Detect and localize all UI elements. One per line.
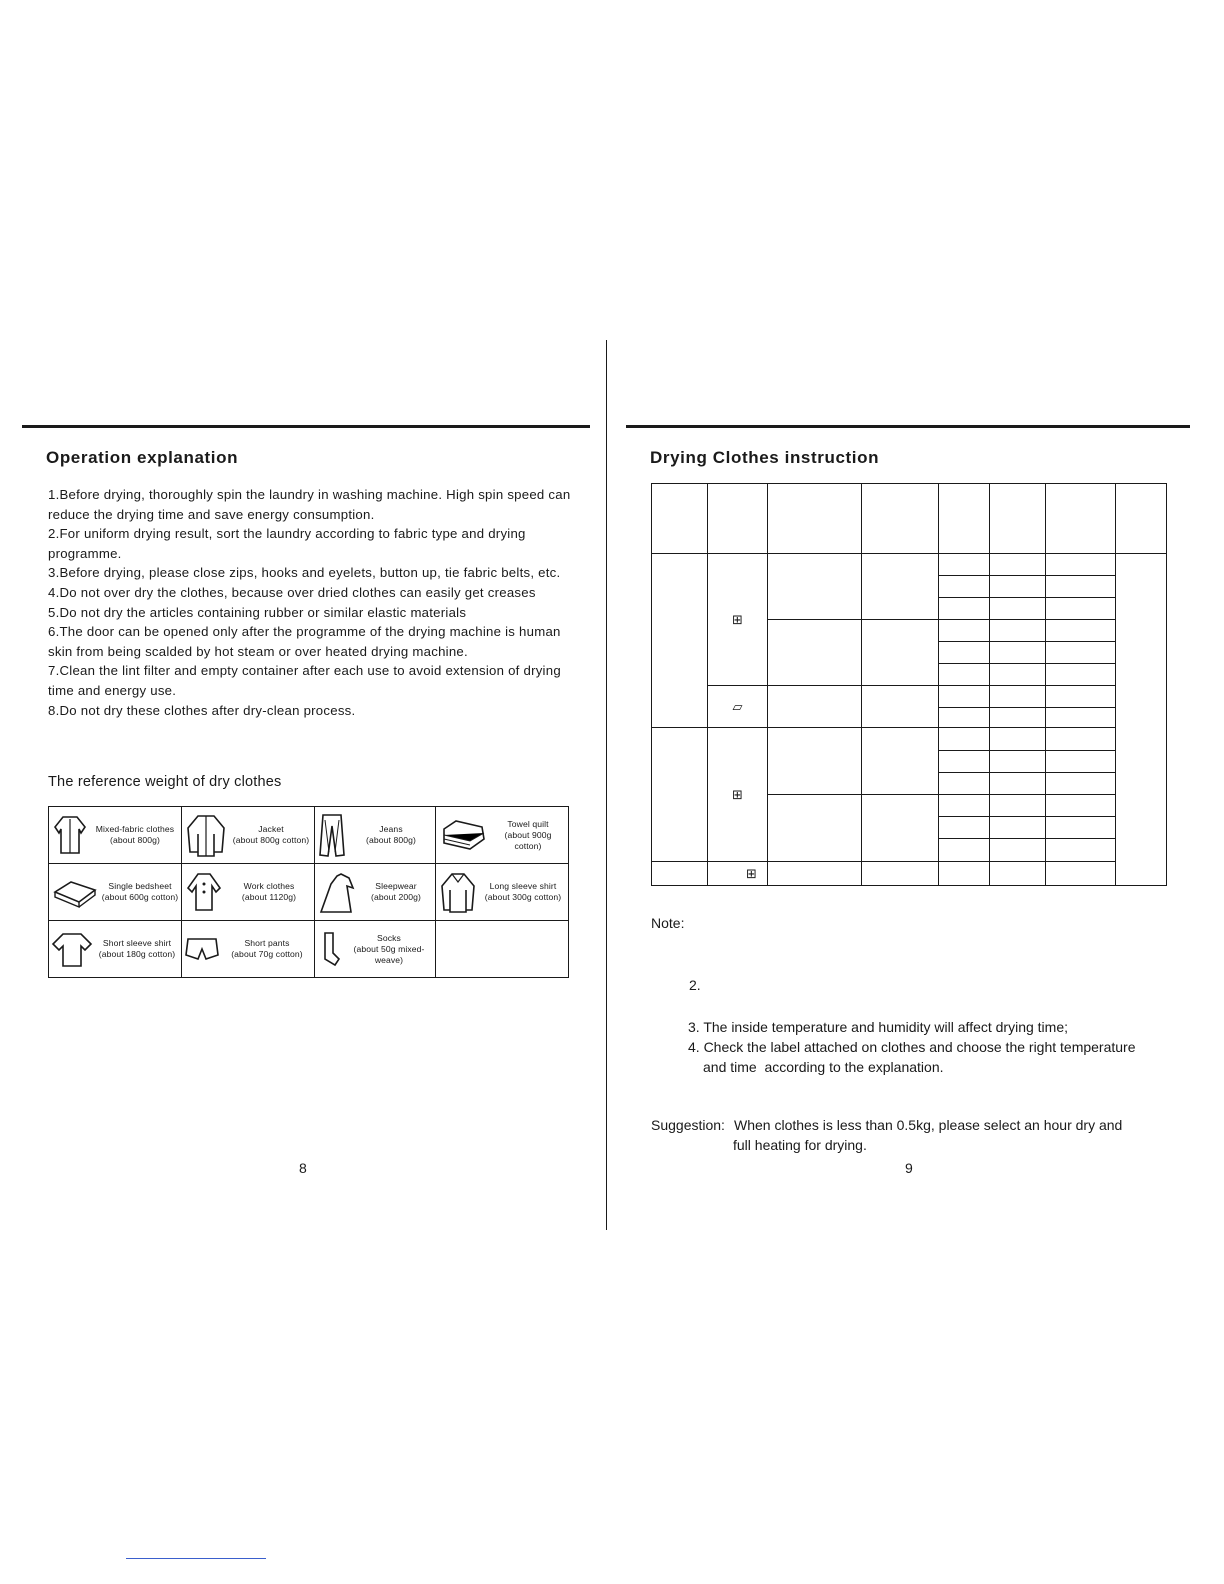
item-label: Jeans — [379, 824, 403, 834]
table-cell — [990, 664, 1046, 686]
header-cell — [862, 484, 939, 554]
table-cell — [1046, 554, 1116, 576]
item-weight: (about 800g cotton) — [232, 835, 310, 845]
table-cell — [862, 795, 939, 862]
table-cell — [768, 686, 862, 728]
table-cell — [652, 862, 708, 886]
item-weight: (about 900g cotton) — [504, 829, 552, 851]
towel-quilt-icon — [438, 815, 488, 855]
table-cell — [1046, 708, 1116, 728]
item-weight: (about 800g) — [110, 835, 160, 845]
ref-cell — [436, 807, 569, 864]
suggestion-text-cont: full heating for drying. — [733, 1137, 867, 1153]
drying-instruction-table — [651, 483, 1167, 886]
item-weight: (about 300g cotton) — [484, 892, 562, 902]
right-header-rule — [626, 425, 1190, 428]
table-cell — [939, 751, 990, 773]
table-cell — [990, 642, 1046, 664]
item-weight: (about 600g cotton) — [101, 892, 179, 902]
table-cell — [990, 862, 1046, 886]
item-weight: (about 800g) — [366, 835, 416, 845]
table-cell — [939, 642, 990, 664]
table-cell — [768, 620, 862, 686]
suggestion-text: When clothes is less than 0.5kg, please select an hour dry and — [734, 1117, 1123, 1133]
header-cell — [708, 484, 768, 554]
table-row — [49, 807, 569, 864]
table-cell — [939, 817, 990, 839]
short-pants-icon — [184, 933, 220, 965]
table-cell — [1046, 773, 1116, 795]
note-item-4: 4. Check the label attached on clothes and choose the right temperature — [688, 1039, 1136, 1055]
item-weight: (about 50g mixed-weave) — [353, 943, 425, 965]
table-cell — [990, 554, 1046, 576]
tumble-dry-symbol-cell — [708, 554, 768, 686]
instruction-1: 1.Before drying, thoroughly spin the laundry in washing machine. High spin speed can reduce the drying time and save energy consumption. — [48, 487, 571, 522]
table-cell — [939, 664, 990, 686]
table-cell — [939, 839, 990, 862]
table-cell — [990, 817, 1046, 839]
work-clothes-icon — [184, 870, 224, 914]
table-cell — [990, 620, 1046, 642]
page-divider — [606, 340, 607, 1230]
item-label: Long sleeve shirt — [489, 881, 557, 891]
item-label: Socks — [377, 932, 401, 943]
instruction-2: 2.For uniform drying result, sort the laundry according to fabric type and drying programme. — [48, 526, 526, 561]
item-weight: (about 200g) — [371, 892, 421, 902]
reference-weight-title: The reference weight of dry clothes — [48, 774, 282, 790]
table-cell — [1046, 576, 1116, 598]
ref-cell — [49, 864, 182, 921]
table-cell — [939, 708, 990, 728]
instruction-8: 8.Do not dry these clothes after dry-clean process. — [48, 702, 356, 718]
ref-cell-empty — [436, 921, 569, 978]
page-number-left: 8 — [299, 1160, 307, 1176]
ref-cell — [315, 807, 436, 864]
table-cell — [1046, 795, 1116, 817]
table-cell — [862, 554, 939, 620]
item-label: Sleepwear — [375, 881, 417, 891]
ref-cell — [182, 921, 315, 978]
table-cell — [768, 795, 862, 862]
reference-weight-table — [48, 806, 569, 978]
header-cell — [990, 484, 1046, 554]
table-cell — [1046, 862, 1116, 886]
table-cell — [939, 576, 990, 598]
jacket-icon — [184, 812, 228, 858]
table-cell — [939, 598, 990, 620]
table-cell — [939, 686, 990, 708]
mixed-fabric-icon — [51, 813, 89, 857]
item-label: Short pants — [244, 938, 290, 948]
table-row — [652, 862, 1167, 886]
ref-cell — [315, 864, 436, 921]
table-cell — [990, 686, 1046, 708]
header-cell — [652, 484, 708, 554]
header-cell — [768, 484, 862, 554]
table-cell — [990, 839, 1046, 862]
item-weight: (about 180g cotton) — [98, 949, 176, 959]
table-cell — [652, 554, 708, 728]
note-item-2: 2. — [689, 977, 701, 993]
instruction-5: 5.Do not dry the articles containing rubber or similar elastic materials — [48, 604, 467, 620]
table-cell — [1046, 598, 1116, 620]
table-cell — [1116, 554, 1167, 886]
table-cell — [1046, 817, 1116, 839]
page-number-right: 9 — [905, 1160, 913, 1176]
tumble-dry-symbol-cell — [708, 728, 768, 862]
tumble-dry-icon: ⊞ — [732, 786, 743, 802]
table-cell — [990, 728, 1046, 751]
table-cell — [990, 751, 1046, 773]
table-cell — [1046, 728, 1116, 751]
note-label: Note: — [651, 915, 685, 931]
table-cell — [1046, 686, 1116, 708]
instruction-4: 4.Do not over dry the clothes, because over dried clothes can easily get creases — [48, 584, 536, 600]
table-cell — [652, 728, 708, 862]
table-row — [652, 484, 1167, 554]
table-cell — [862, 862, 939, 886]
note-item-3: 3. The inside temperature and humidity will affect drying time; — [688, 1019, 1069, 1035]
table-cell — [990, 795, 1046, 817]
table-cell — [1046, 642, 1116, 664]
tumble-dry-icon: ⊞ — [746, 865, 757, 881]
table-cell — [1046, 839, 1116, 862]
table-cell — [939, 773, 990, 795]
header-cell — [939, 484, 990, 554]
iron-icon: ⏥ — [732, 698, 743, 714]
table-row — [49, 921, 569, 978]
table-cell — [1046, 751, 1116, 773]
instruction-6: 6.The door can be opened only after the programme of the drying machine is human skin from being scalded by hot steam or over heated drying machine. — [48, 624, 561, 659]
ref-cell — [49, 807, 182, 864]
table-cell — [939, 728, 990, 751]
iron-symbol-cell — [708, 686, 768, 728]
item-weight: (about 70g cotton) — [231, 949, 303, 959]
long-sleeve-shirt-icon — [438, 870, 478, 914]
item-label: Jacket — [258, 824, 284, 834]
table-row — [652, 728, 1167, 751]
table-cell — [862, 728, 939, 795]
table-cell — [939, 554, 990, 576]
left-header-rule — [22, 425, 590, 428]
decorative-underline — [126, 1558, 266, 1559]
table-row — [652, 686, 1167, 708]
table-row — [652, 554, 1167, 576]
note-item-4-cont: and time according to the explanation. — [703, 1059, 944, 1075]
operation-instructions — [48, 485, 588, 720]
table-cell — [939, 795, 990, 817]
suggestion-label: Suggestion: — [651, 1117, 725, 1133]
item-label: Work clothes — [243, 881, 295, 891]
header-cell — [1046, 484, 1116, 554]
table-cell — [990, 576, 1046, 598]
item-label: Mixed-fabric clothes — [95, 824, 175, 834]
instruction-3: 3.Before drying, please close zips, hooks and eyelets, button up, tie fabric belts, etc. — [48, 565, 561, 581]
ref-cell — [182, 864, 315, 921]
table-cell — [1046, 664, 1116, 686]
item-weight: (about 1120g) — [241, 892, 297, 902]
ref-cell — [182, 807, 315, 864]
item-label: Towel quilt — [507, 818, 549, 829]
ref-cell — [49, 921, 182, 978]
ref-cell — [436, 864, 569, 921]
instruction-7: 7.Clean the lint filter and empty container after each use to avoid extension of drying time and energy use. — [48, 663, 561, 698]
table-cell — [990, 773, 1046, 795]
table-cell — [768, 862, 862, 886]
item-label: Single bedsheet — [108, 881, 172, 891]
sleepwear-icon — [317, 870, 357, 914]
tumble-dry-icon: ⊞ — [732, 611, 743, 627]
table-cell — [990, 708, 1046, 728]
table-cell — [939, 620, 990, 642]
table-cell — [862, 686, 939, 728]
table-cell — [990, 598, 1046, 620]
bedsheet-icon — [51, 874, 99, 910]
ref-cell — [315, 921, 436, 978]
table-cell — [862, 620, 939, 686]
jeans-icon — [317, 812, 347, 858]
header-cell — [1116, 484, 1167, 554]
table-cell — [939, 862, 990, 886]
item-label: Short sleeve shirt — [102, 938, 172, 948]
socks-icon — [317, 929, 343, 969]
table-cell — [768, 728, 862, 795]
table-cell — [768, 554, 862, 620]
page-title-drying: Drying Clothes instruction — [650, 448, 880, 467]
tumble-dry-symbol-cell — [708, 862, 768, 886]
short-sleeve-shirt-icon — [51, 928, 93, 970]
table-cell — [1046, 620, 1116, 642]
page-title-operation: Operation explanation — [46, 448, 239, 467]
table-row — [49, 864, 569, 921]
